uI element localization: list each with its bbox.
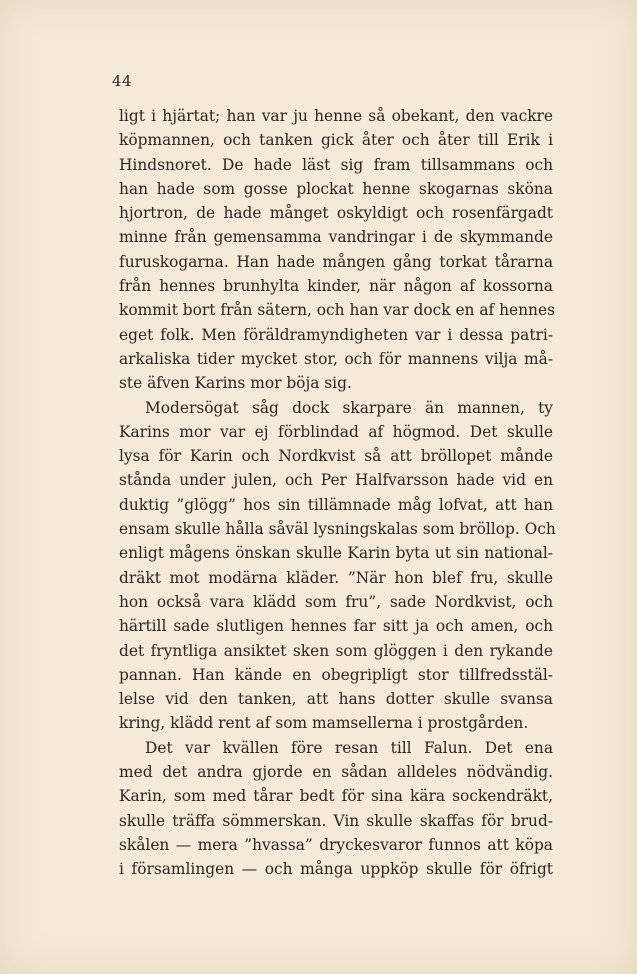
text-line: arkaliska tider mycket stor, och för mannens vilja må- [119,349,553,368]
text-line: Det var kvällen före resan till Falun. Det ena [145,738,553,757]
text-line: kommit bort från sätern, och han var dock en af hennes [119,301,555,320]
text-line: skålen — mera ”hvassa” dryckesvaror funnos att köpa [119,835,553,854]
text-line: ste äfven Karins mor böja sig. [119,374,352,393]
text-line: pannan. Han kände en obegripligt stor tillfredsstäl- [119,665,553,684]
text-line: med det andra gjorde en sådan alldeles nödvändig. [119,763,553,782]
text-line: ligt i hjärtat; han var ju henne så obekant, den vackre [119,107,553,125]
text-line: minne från gemensamma vandringar i de skymmande [119,228,553,247]
text-line: ensam skulle hålla såväl lysningskalas som bröllop. Och [119,520,556,539]
text-line: det fryntliga ansiktet sken som glöggen i den rykande [119,641,553,660]
page-number: 44 [112,72,133,90]
text-line: furuskogarna. Han hade mången gång torkat tårarna [119,252,553,271]
text-line: härtill sade slutligen hennes far sitt ja och amen, och [119,617,553,636]
text-line: lysa för Karin och Nordkvist så att bröllopet månde [119,447,553,466]
text-line: dräkt mot modärna kläder. ”När hon blef fru, skulle [119,568,553,587]
body-text [119,104,556,882]
text-line: han hade som gosse plockat henne skogarnas sköna [119,179,553,198]
text-line: från hennes brunhylta kinder, när någon af kossorna [119,277,553,296]
text-line: skulle träffa sömmerskan. Vin skulle skaffas för brud- [119,811,553,830]
text-line: köpmannen, och tanken gick åter och åter till Erik i [119,131,553,150]
text-line: stånda under julen, och Per Halfvarsson hade vid en [119,471,553,490]
text-line: Karins mor var ej förblindad af högmod. Det skulle [119,422,553,441]
text-line: hjortron, de hade månget oskyldigt och rosenfärgadt [119,204,553,223]
text-line: Modersögat såg dock skarpare än mannen, ty [145,398,553,417]
text-line: enligt mågens önskan skulle Karin byta ut sin national- [119,544,553,563]
text-line: i församlingen — och många uppköp skulle för öfrigt [119,860,553,879]
text-line: duktig ”glögg” hos sin tillämnade måg lofvat, att han [119,495,553,514]
text-line: lelse vid den tanken, att hans dotter skulle svansa [119,690,553,709]
text-line: Karin, som med tårar bedt för sina kära sockendräkt, [119,787,553,806]
text-line: Hindsnoret. De hade läst sig fram tillsammans och [119,155,553,174]
text-line: kring, klädd rent af som mamsellerna i prostgården. [119,714,529,733]
text-line: hon också vara klädd som fru”, sade Nordkvist, och [119,592,553,611]
text-line: eget folk. Men föräldramyndigheten var i dessa patri- [119,325,553,344]
